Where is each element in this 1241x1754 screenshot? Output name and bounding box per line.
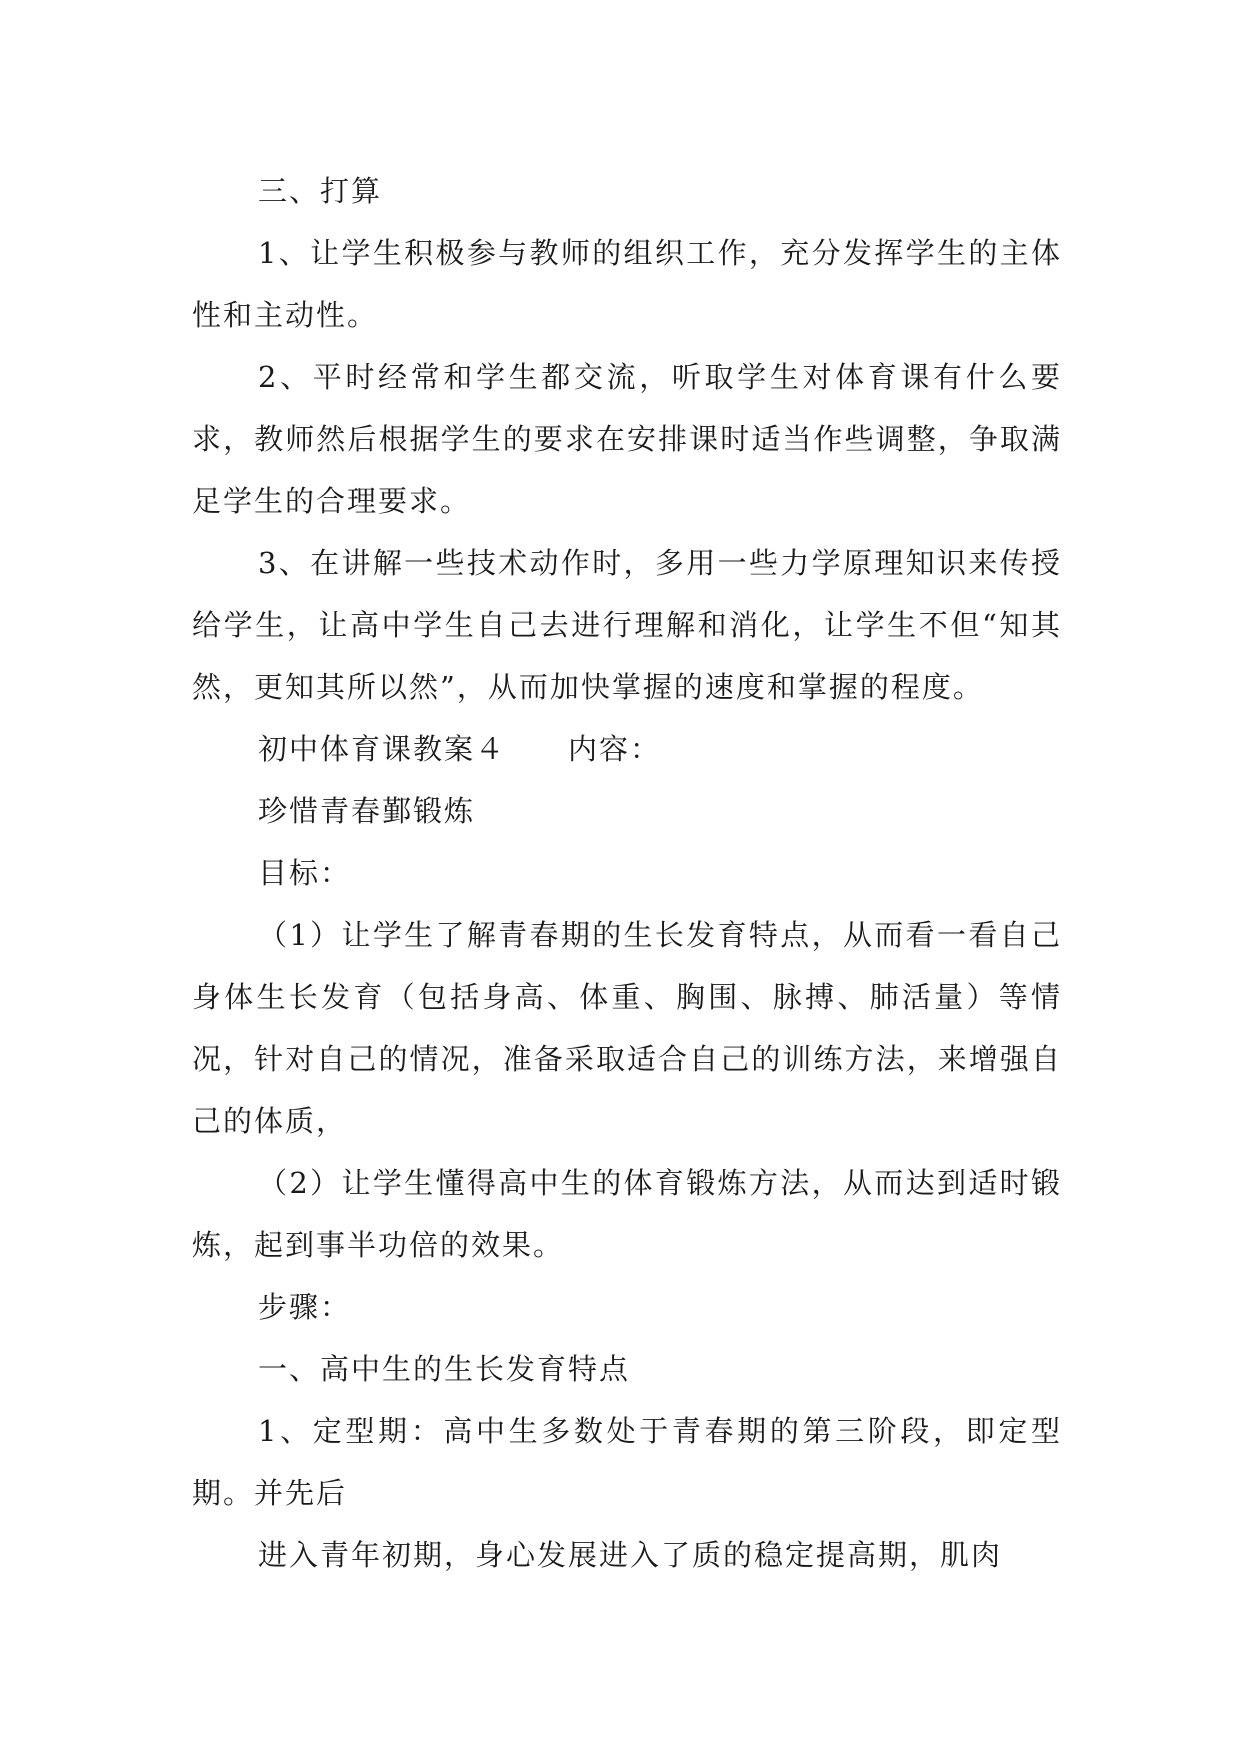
document-body <box>192 160 1062 1586</box>
objective-item: （1）让学生了解青春期的生长发育特点，从而看一看自己身体生长发育（包括身高、体重、胸围、脉搏、肺活量）等情况，针对自己的情况，准备采取适合自己的训练方法，来增强自己的体质， <box>192 918 1062 1138</box>
section-heading: 一、高中生的生长发育特点 <box>258 1352 631 1386</box>
paragraph: 3、在讲解一些技术动作时，多用一些力学原理知识来传授给学生，让高中学生自己去进行理解和消化，让学生不但“知其然，更知其所以然”，从而加快掌握的速度和掌握的程度。 <box>192 546 1062 704</box>
paragraph: 2、平时经常和学生都交流，听取学生对体育课有什么要求，教师然后根据学生的要求在安排课时适当作些调整，争取满足学生的合理要求。 <box>192 360 1062 518</box>
steps-heading: 步骤： <box>258 1290 352 1324</box>
objective-item: （2）让学生懂得高中生的体育锻炼方法，从而达到适时锻炼，起到事半功倍的效果。 <box>192 1166 1062 1262</box>
lesson-title: 初中体育课教案４ 内容： <box>258 732 662 766</box>
objectives-heading: 目标： <box>258 856 352 890</box>
lesson-topic: 珍惜青春鄞锻炼 <box>258 794 476 828</box>
paragraph: 1、让学生积极参与教师的组织工作，充分发挥学生的主体性和主动性。 <box>192 236 1062 332</box>
section-heading-plan: 三、打算 <box>258 174 383 208</box>
paragraph: 1、定型期：高中生多数处于青春期的第三阶段，即定型期。并先后 <box>192 1414 1062 1510</box>
paragraph: 进入青年初期，身心发展进入了质的稳定提高期，肌肉 <box>258 1538 1003 1572</box>
